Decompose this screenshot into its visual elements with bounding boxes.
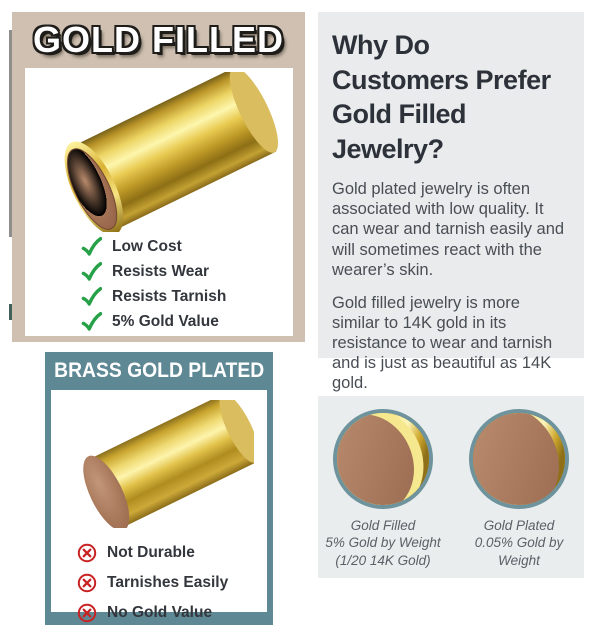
gold-plated-caption: Gold Plated 0.05% Gold by Weight [474, 518, 564, 568]
feature-item [81, 259, 293, 284]
feature-label: Low Cost [112, 237, 182, 255]
why-paragraph-2: Gold filled jewelry is more similar to 14K gold in its resistance to wear and tarnish and is just as beautiful as 14K gold. [332, 293, 553, 393]
gold-filled-image-box [25, 68, 293, 336]
gold-plated-title: BRASS GOLD PLATED [53, 359, 265, 382]
why-heading: Why Do Customers Prefer Gold Filled Jewelry? [332, 30, 551, 164]
feature-item [81, 284, 293, 309]
check-icon [81, 286, 102, 307]
feature-item [81, 234, 293, 259]
check-icon [81, 311, 102, 332]
feature-label: 5% Gold Value [112, 312, 219, 330]
gold-filled-caption: Gold Filled 5% Gold by Weight (1/20 14K Gold) [325, 518, 441, 568]
gold-filled-feature-list [81, 234, 293, 334]
gold-plated-cylinder-image [64, 400, 254, 528]
gold-filled-title: GOLD FILLED [33, 19, 284, 60]
comparison-panel [318, 396, 584, 578]
feature-item [81, 309, 293, 334]
gold-plated-compare-item [460, 409, 578, 578]
feature-label: Resists Wear [112, 262, 210, 280]
why-paragraph-1: Gold plated jewelry is often associated with low quality. It can wear and tarnish easily and will sometimes react with the wearer’s skin. [332, 180, 565, 279]
drawback-label: No Gold Value [107, 604, 213, 621]
gold-plated-cross-section-image [469, 409, 569, 509]
gold-filled-cross-section-image [333, 409, 433, 509]
drawback-item [77, 598, 267, 628]
x-circle-icon [77, 573, 97, 593]
gold-plated-drawback-list [77, 538, 267, 628]
drawback-label: Tarnishes Easily [107, 574, 229, 591]
why-panel [318, 12, 584, 393]
feature-label: Resists Tarnish [112, 287, 227, 305]
drawback-label: Not Durable [107, 544, 195, 561]
gold-filled-card [12, 12, 305, 342]
drawback-item [77, 568, 267, 598]
x-circle-icon [77, 603, 97, 623]
check-icon [81, 261, 102, 282]
gold-plated-card [45, 352, 273, 625]
x-circle-icon [77, 543, 97, 563]
drawback-item [77, 538, 267, 568]
gold-filled-cylinder-image [34, 72, 284, 232]
check-icon [81, 236, 102, 257]
gold-plated-image-box [51, 390, 267, 621]
gold-filled-compare-item [324, 409, 442, 578]
